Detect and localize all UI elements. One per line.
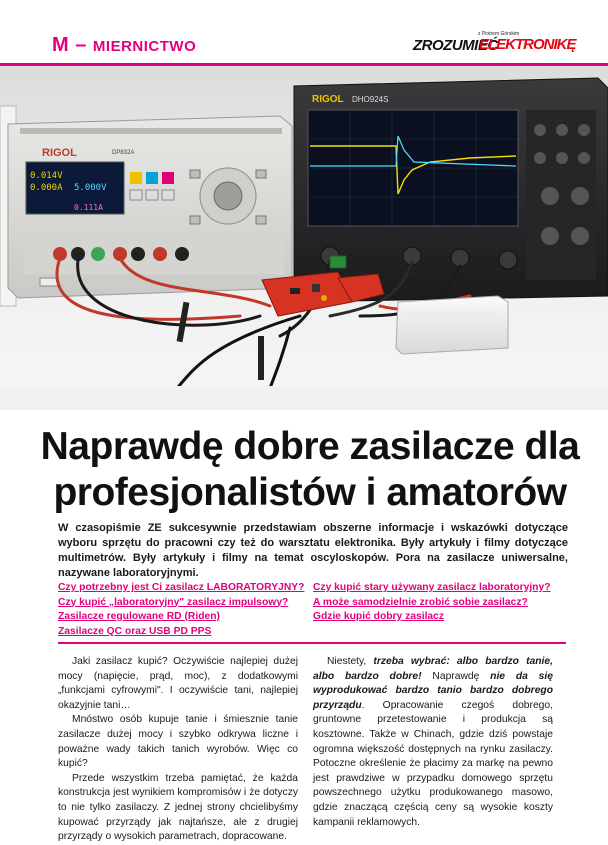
psu-reading-4: 0.111A [74,203,103,212]
logo-part-2: ELEKTRONIKĘ [479,36,576,53]
lab-photo [0,66,608,410]
body-paragraph [313,655,553,830]
body-column-right [313,655,553,830]
magazine-logo [413,35,576,59]
scope-model: DHO924S [352,95,389,104]
section-name: MIERNICTWO [92,38,197,55]
toc-link[interactable]: Zasilacze regulowane RD (Riden) [58,611,220,622]
psu-reading-3: 5.000V [74,183,107,193]
section-letter: M [52,34,70,56]
body-paragraph: Przede wszystkim trzeba pamiętać, że każda konstrukcja jest wynikiem kompromisów i że dotyczy to nie tylko zasilaczy. Z jednej strony chcielibyśmy kupować przyrządy jak najtańsze, ale z drugiej przyrządy o wysokich parametrach, dopracowane. [58,772,298,843]
scope-brand: RIGOL [312,94,344,105]
body-text: Niestety, [327,656,374,667]
body-text: . Opracowanie czegoś dobrego, gruntowne przetestowanie i produkcja są kosztowne. Także w Chinach, gdzie dziś powstaje ogromna większość dostępnych na rynku zasilaczy. Potoczne określenie że płacimy za markę na pewno jest prawdziwe w przypadku domowego sprzętu powszechnego użytku produkowanego masowo, gdzie znaczącą częścią ceny są wysokie koszty kampanii reklamowych. [313,699,553,828]
toc-link[interactable]: Czy kupić stary używany zasilacz laboratoryjny? [313,582,551,593]
logo-part-1: ZROZUMIEĆ [413,37,498,54]
logo-subtitle: z Piotrem Górskim [478,31,520,37]
body-text: Naprawdę [421,670,491,682]
psu-reading-2: 0.000A [30,183,63,193]
white-device-box [396,296,508,354]
body-paragraph: Jaki zasilacz kupić? Oczywiście najlepiej dużej mocy (napięcie, prąd, moc), z dodatkowymi „funkcjami cyfrowymi". I oczywiście tani, najlepiej okazyjnie tani… [58,656,298,711]
psu-model: DP832A [112,150,135,156]
power-supply [8,116,292,298]
page-header [0,0,608,66]
section-tag [52,34,196,57]
article-title: Naprawdę dobre zasilacze dla profesjonalistów i amatorów [40,425,580,514]
toc-left [58,581,308,639]
toc-link[interactable]: Czy kupić „laboratoryjny" zasilacz impulsowy? [58,596,289,608]
psu-reading-1: 0.014V [30,171,63,181]
section-dash: – [75,34,87,56]
body-paragraph: Mnóstwo osób kupuje tanie i śmiesznie tanie zasilacze dużej mocy i szybko odkrywa liczne i poważne wady takich tanich wyrobów. Więc co kupić? [58,714,298,770]
toc-link[interactable]: Czy potrzebny jest Ci zasilacz LABORATORYJNY? [58,582,305,593]
toc-link[interactable]: Zasilacze QC oraz USB PD PPS [58,625,212,637]
toc-right [313,581,573,625]
article-lead: W czasopiśmie ZE sukcesywnie przedstawiam obszerne informacje i wskazówki dotyczące wyboru sprzętu do pracowni czy też do warsztatu elektronika. Były artykuły i filmy dotyczące multimetrów. Były artykuły i filmy na temat oscyloskopów. Pora na zasilacze uniwersalne, nazywane laboratoryjnymi. [58,522,568,579]
emphasis-text: nie da się wyprodukować bardzo tanio bardzo dobrego przyrządu [313,670,553,711]
emphasis-text: trzeba wybrać: albo bardzo tanie, albo bardzo dobre! [313,656,553,682]
toc-divider [58,642,566,644]
body-column-left [58,655,298,845]
toc-link[interactable]: Gdzie kupić dobry zasilacz [313,611,445,622]
toc-link[interactable]: A może samodzielnie zrobić sobie zasilacz? [313,596,528,608]
psu-brand: RIGOL [42,147,77,159]
